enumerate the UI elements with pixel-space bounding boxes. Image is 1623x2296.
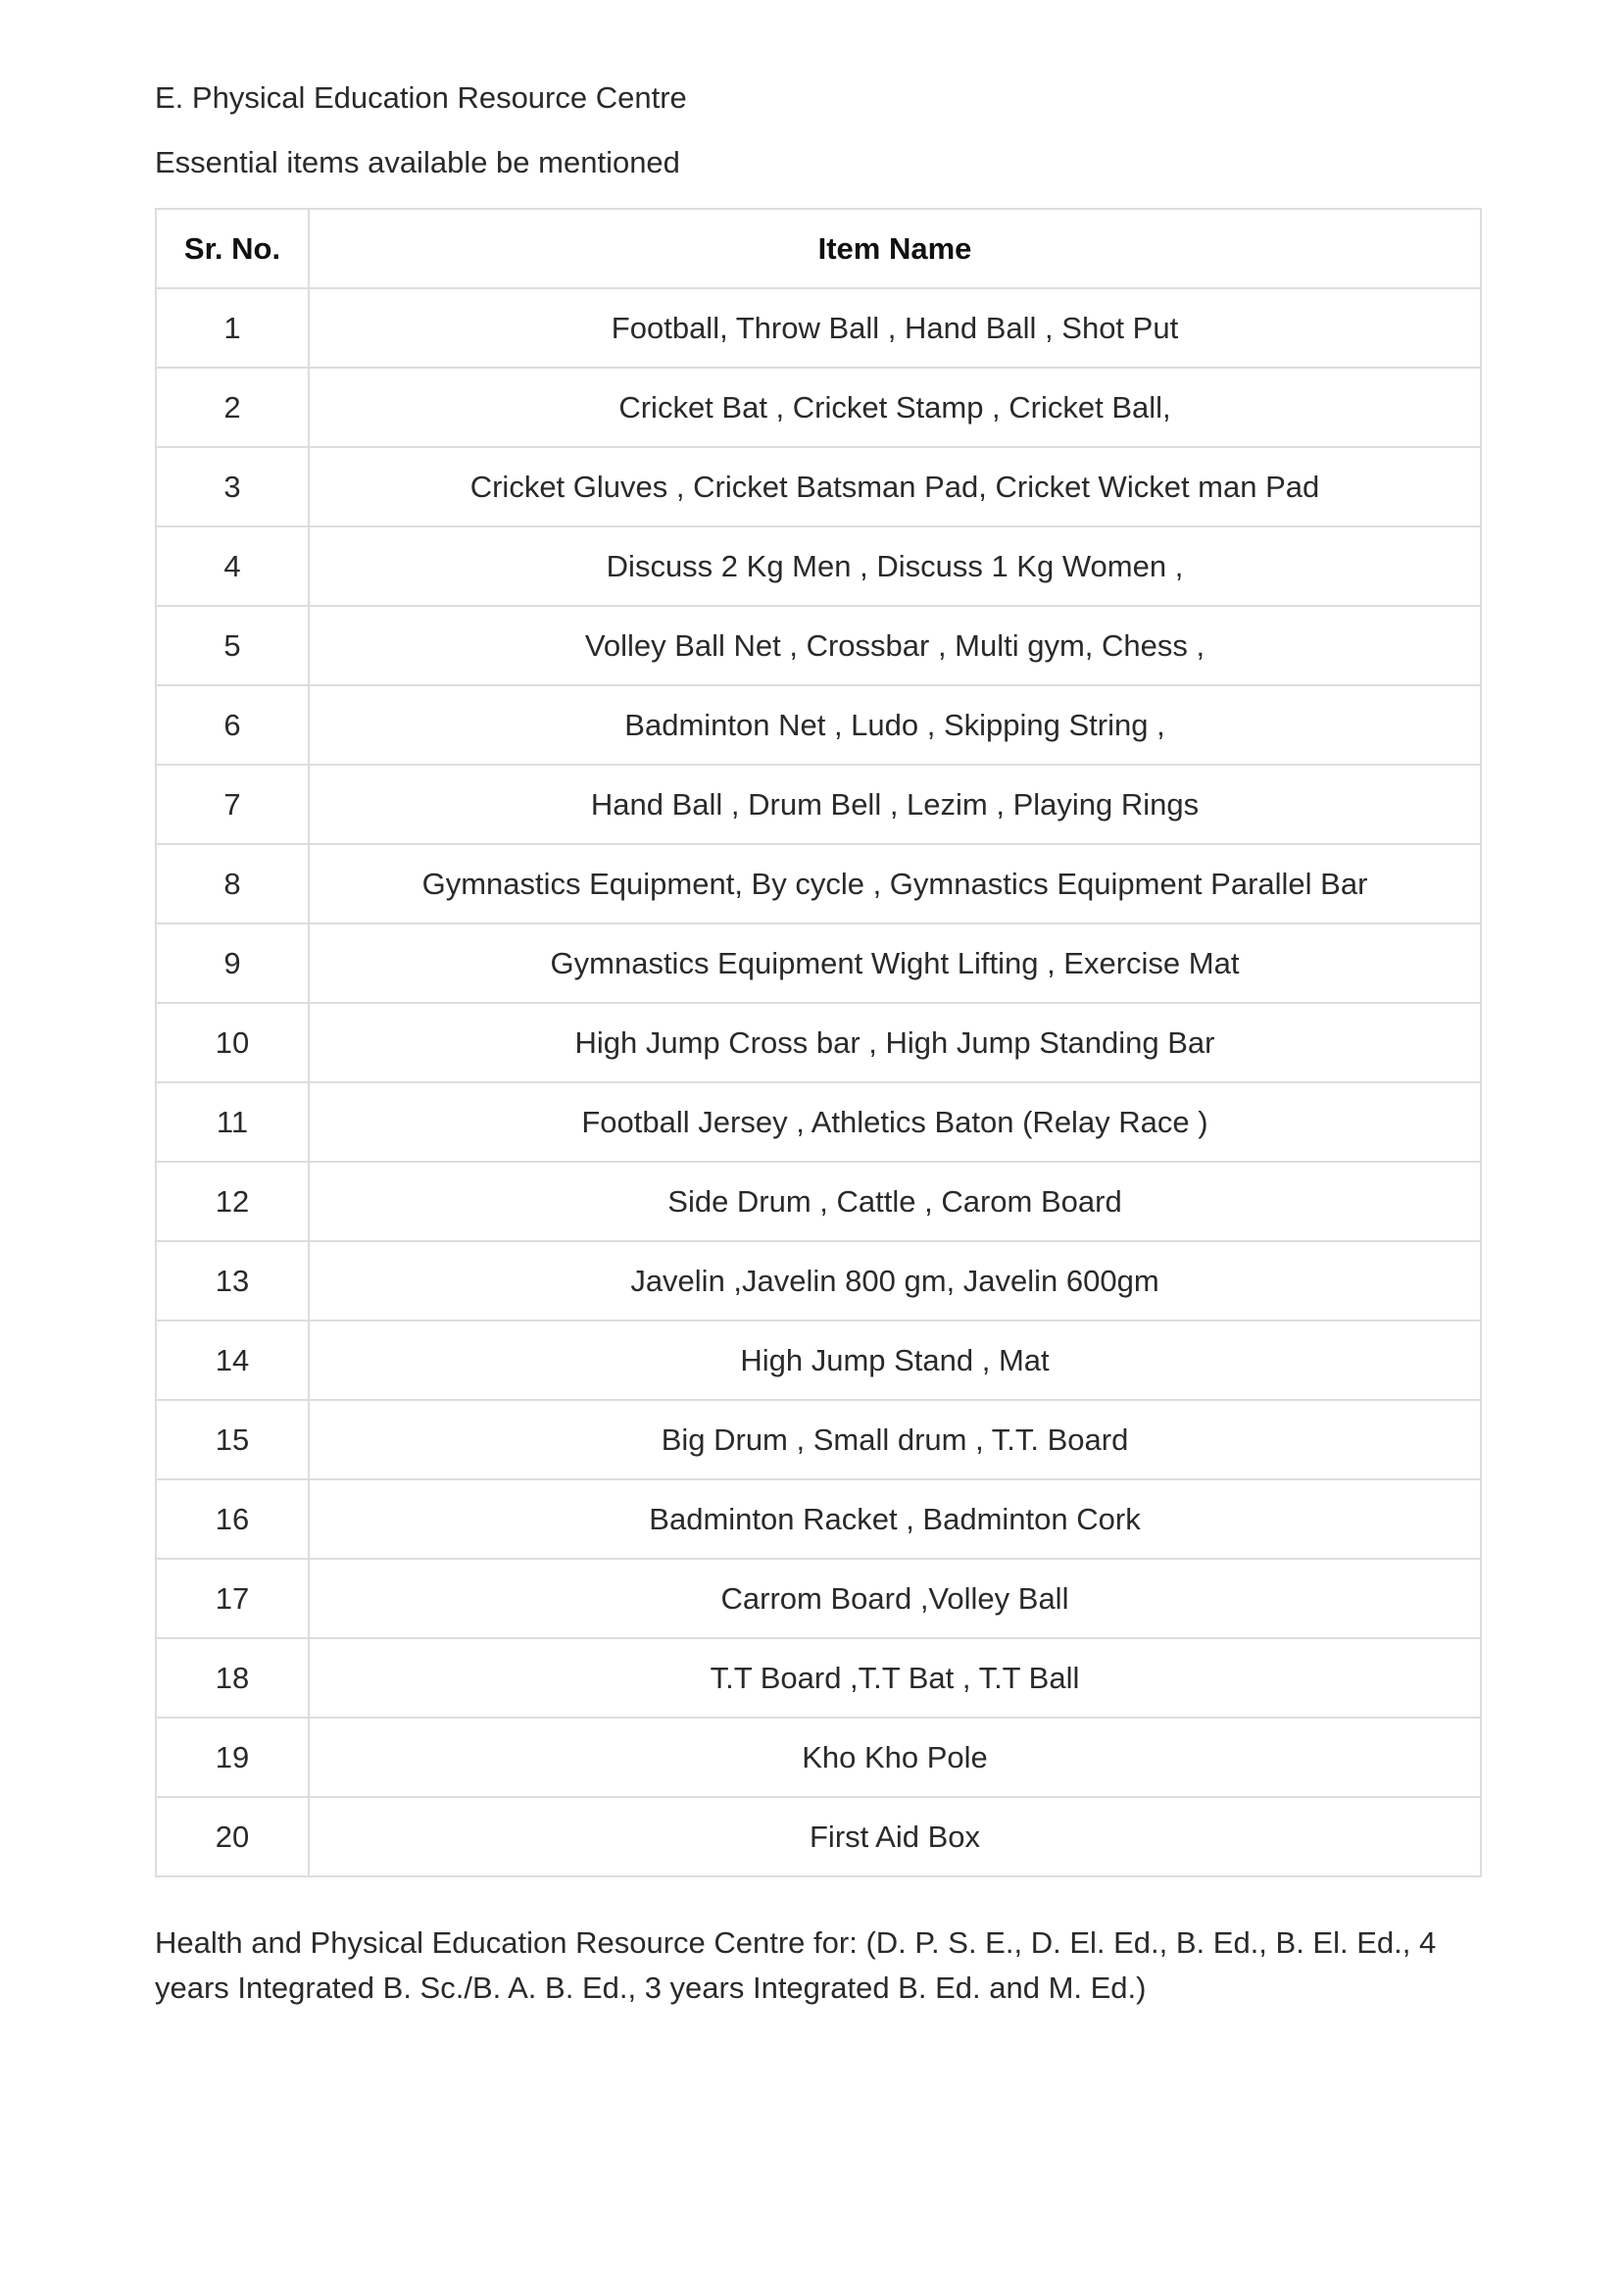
table-row <box>156 1321 1481 1400</box>
sr-no-cell: 11 <box>156 1082 309 1162</box>
item-name-cell: Big Drum , Small drum , T.T. Board <box>309 1400 1481 1479</box>
item-name-cell: Kho Kho Pole <box>309 1718 1481 1797</box>
table-row <box>156 526 1481 606</box>
table-row <box>156 1400 1481 1479</box>
item-name-cell: High Jump Stand , Mat <box>309 1321 1481 1400</box>
table-row <box>156 1003 1481 1082</box>
item-name-cell: Badminton Racket , Badminton Cork <box>309 1479 1481 1559</box>
sr-no-cell: 13 <box>156 1241 309 1321</box>
item-name-cell: Hand Ball , Drum Bell , Lezim , Playing Rings <box>309 765 1481 844</box>
item-name-cell: Gymnastics Equipment, By cycle , Gymnastics Equipment Parallel Bar <box>309 844 1481 923</box>
sr-no-cell: 6 <box>156 685 309 765</box>
table-row <box>156 1718 1481 1797</box>
sr-no-cell: 18 <box>156 1638 309 1718</box>
item-name-cell: Carrom Board ,Volley Ball <box>309 1559 1481 1638</box>
table-row <box>156 844 1481 923</box>
table-header-row <box>156 209 1481 288</box>
sr-no-cell: 1 <box>156 288 309 368</box>
sr-no-cell: 20 <box>156 1797 309 1876</box>
table-row <box>156 1162 1481 1241</box>
table-row <box>156 288 1481 368</box>
sr-no-cell: 5 <box>156 606 309 685</box>
header-sr-no: Sr. No. <box>156 209 309 288</box>
item-name-cell: Gymnastics Equipment Wight Lifting , Exercise Mat <box>309 923 1481 1003</box>
item-name-cell: Football Jersey , Athletics Baton (Relay Race ) <box>309 1082 1481 1162</box>
item-name-cell: Football, Throw Ball , Hand Ball , Shot Put <box>309 288 1481 368</box>
table-row <box>156 1082 1481 1162</box>
footer-note: Health and Physical Education Resource Centre for: (D. P. S. E., D. El. Ed., B. Ed., B. El. Ed., 4 years Integrated B. Sc./B. A. B. Ed., 3 years Integrated B. Ed. and M. Ed.) <box>155 1925 1437 2005</box>
document-page <box>155 78 1480 2041</box>
sr-no-cell: 17 <box>156 1559 309 1638</box>
sr-no-cell: 9 <box>156 923 309 1003</box>
item-name-cell: Volley Ball Net , Crossbar , Multi gym, Chess , <box>309 606 1481 685</box>
table-row <box>156 685 1481 765</box>
sr-no-cell: 16 <box>156 1479 309 1559</box>
item-name-cell: Cricket Gluves , Cricket Batsman Pad, Cricket Wicket man Pad <box>309 447 1481 526</box>
sr-no-cell: 7 <box>156 765 309 844</box>
header-item-name: Item Name <box>309 209 1481 288</box>
table-body <box>156 288 1481 1876</box>
sr-no-cell: 8 <box>156 844 309 923</box>
table-row <box>156 1797 1481 1876</box>
item-name-cell: Javelin ,Javelin 800 gm, Javelin 600gm <box>309 1241 1481 1321</box>
table-row <box>156 923 1481 1003</box>
table-row <box>156 606 1481 685</box>
sr-no-cell: 10 <box>156 1003 309 1082</box>
table-row <box>156 1479 1481 1559</box>
items-table <box>155 208 1482 1877</box>
sr-no-cell: 15 <box>156 1400 309 1479</box>
sr-no-cell: 12 <box>156 1162 309 1241</box>
table-row <box>156 447 1481 526</box>
item-name-cell: Discuss 2 Kg Men , Discuss 1 Kg Women , <box>309 526 1481 606</box>
sr-no-cell: 4 <box>156 526 309 606</box>
table-row <box>156 765 1481 844</box>
table-row <box>156 1559 1481 1638</box>
sr-no-cell: 19 <box>156 1718 309 1797</box>
item-name-cell: Badminton Net , Ludo , Skipping String , <box>309 685 1481 765</box>
section-subtitle: Essential items available be mentioned <box>155 145 680 179</box>
sr-no-cell: 3 <box>156 447 309 526</box>
table-row <box>156 368 1481 447</box>
item-name-cell: High Jump Cross bar , High Jump Standing Bar <box>309 1003 1481 1082</box>
item-name-cell: Side Drum , Cattle , Carom Board <box>309 1162 1481 1241</box>
item-name-cell: T.T Board ,T.T Bat , T.T Ball <box>309 1638 1481 1718</box>
sr-no-cell: 2 <box>156 368 309 447</box>
item-name-cell: First Aid Box <box>309 1797 1481 1876</box>
item-name-cell: Cricket Bat , Cricket Stamp , Cricket Ball, <box>309 368 1481 447</box>
section-title: E. Physical Education Resource Centre <box>155 80 687 115</box>
sr-no-cell: 14 <box>156 1321 309 1400</box>
table-row <box>156 1638 1481 1718</box>
table-row <box>156 1241 1481 1321</box>
